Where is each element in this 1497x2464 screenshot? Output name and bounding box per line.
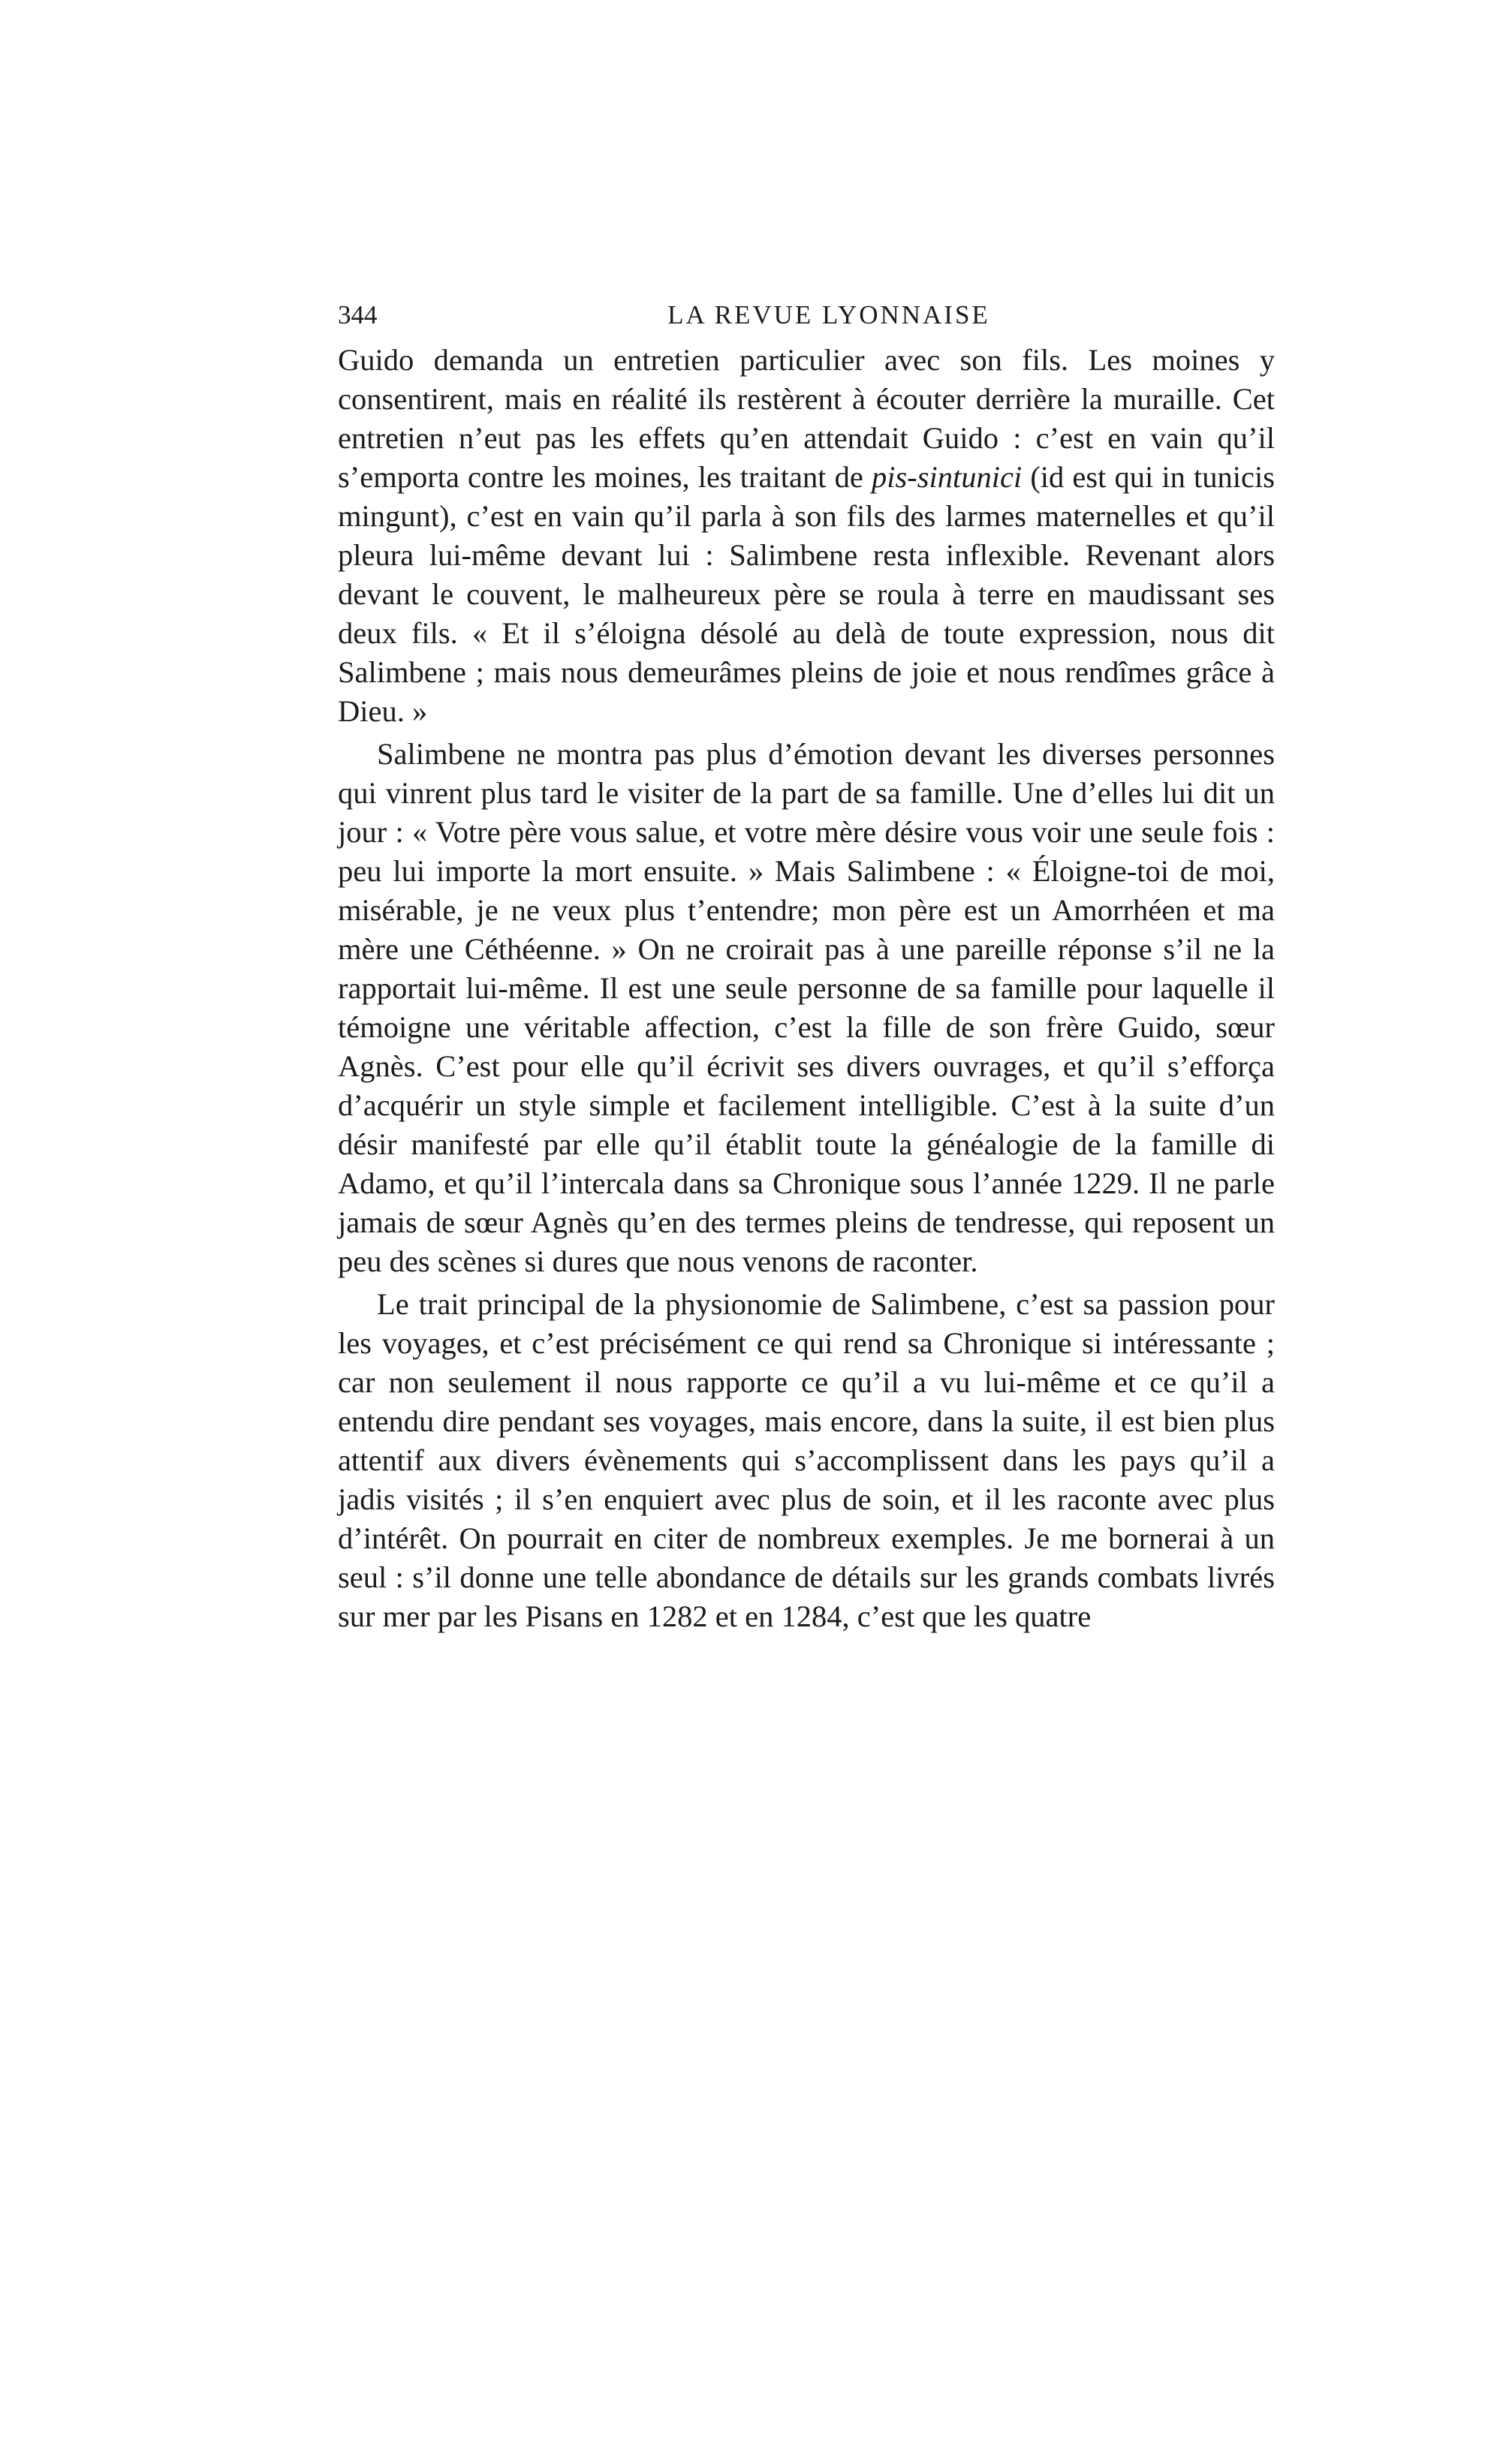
paragraph-2: Salimbene ne montra pas plus d’émotion devant les diverses personnes qui vinrent plus tard le visiter de la part de sa famille. Une d’elles lui dit un jour : « Votre père vous salue, et votre mère désire vous voir une seule fois : peu lui importe la mort ensuite. » Mais Salimbene : « Éloigne-toi de moi, misérable, je ne veux plus t’entendre; mon père est un Amorrhéen et ma mère une Céthéenne. » On ne croirait pas à une pareille réponse s’il ne la rapportait lui-même. Il est une seule personne de sa famille pour laquelle il témoigne une véritable affection, c’est la fille de son frère Guido, sœur Agnès. C’est pour elle qu’il écrivit ses divers ouvrages, et qu’il s’efforça d’acquérir un style simple et facilement intelligible. C’est à la suite d’un désir manifesté par elle qu’il établit toute la généalogie de la famille di Adamo, et qu’il l’intercala dans sa Chronique sous l’année 1229. Il ne parle jamais de sœur Agnès qu’en des termes pleins de tendresse, qui reposent un peu des scènes si dures que nous venons de raconter. — [338, 737, 1275, 1278]
running-head — [338, 299, 1275, 341]
paragraph-1-tail: (id est qui in tunicis mingunt), c’est en vain qu’il parla à son fils des larmes maternelles et qu’il pleura lui-même devant lui : Salimbene resta inflexible. Revenant alors devant le couvent, le malheureux père se roula à terre en maudissant ses deux fils. « Et il s’éloigna désolé au delà de toute expression, nous dit Salimbene ; mais nous demeurâmes pleins de joie et nous rendîmes grâce à Dieu. » — [338, 460, 1275, 728]
body-text — [338, 341, 1275, 1636]
paragraph-1-lead: Guido demanda un entretien particulier avec son fils. Les moines y consentirent, mais en réalité ils restèrent à écouter derrière la muraille. Cet entretien n’eut pas les effets qu’en attendait Guido : c’est en vain qu’il s’emporta contre les moines, les traitant de — [338, 343, 1275, 494]
paragraph-1 — [338, 341, 1275, 731]
running-title: LA REVUE LYONNAISE — [667, 300, 990, 329]
page-number: 344 — [338, 300, 378, 329]
book-page — [338, 299, 1275, 1636]
paragraph-3: Le trait principal de la physionomie de Salimbene, c’est sa passion pour les voyages, et c’est précisément ce qui rend sa Chronique si intéressante ; car non seulement il nous rapporte ce qu’il a vu lui-même et ce qu’il a entendu dire pendant ses voyages, mais encore, dans la suite, il est bien plus attentif aux divers évènements qui s’accomplissent dans les pays qu’il a jadis visités ; il s’en enquiert avec plus de soin, et il les raconte avec plus d’intérêt. On pourrait en citer de nombreux exemples. Je me bornerai à un seul : s’il donne une telle abondance de détails sur les grands combats livrés sur mer par les Pisans en 1282 et en 1284, c’est que les quatre — [338, 1287, 1275, 1633]
latin-italic-term: pis-sintunici — [871, 460, 1023, 494]
